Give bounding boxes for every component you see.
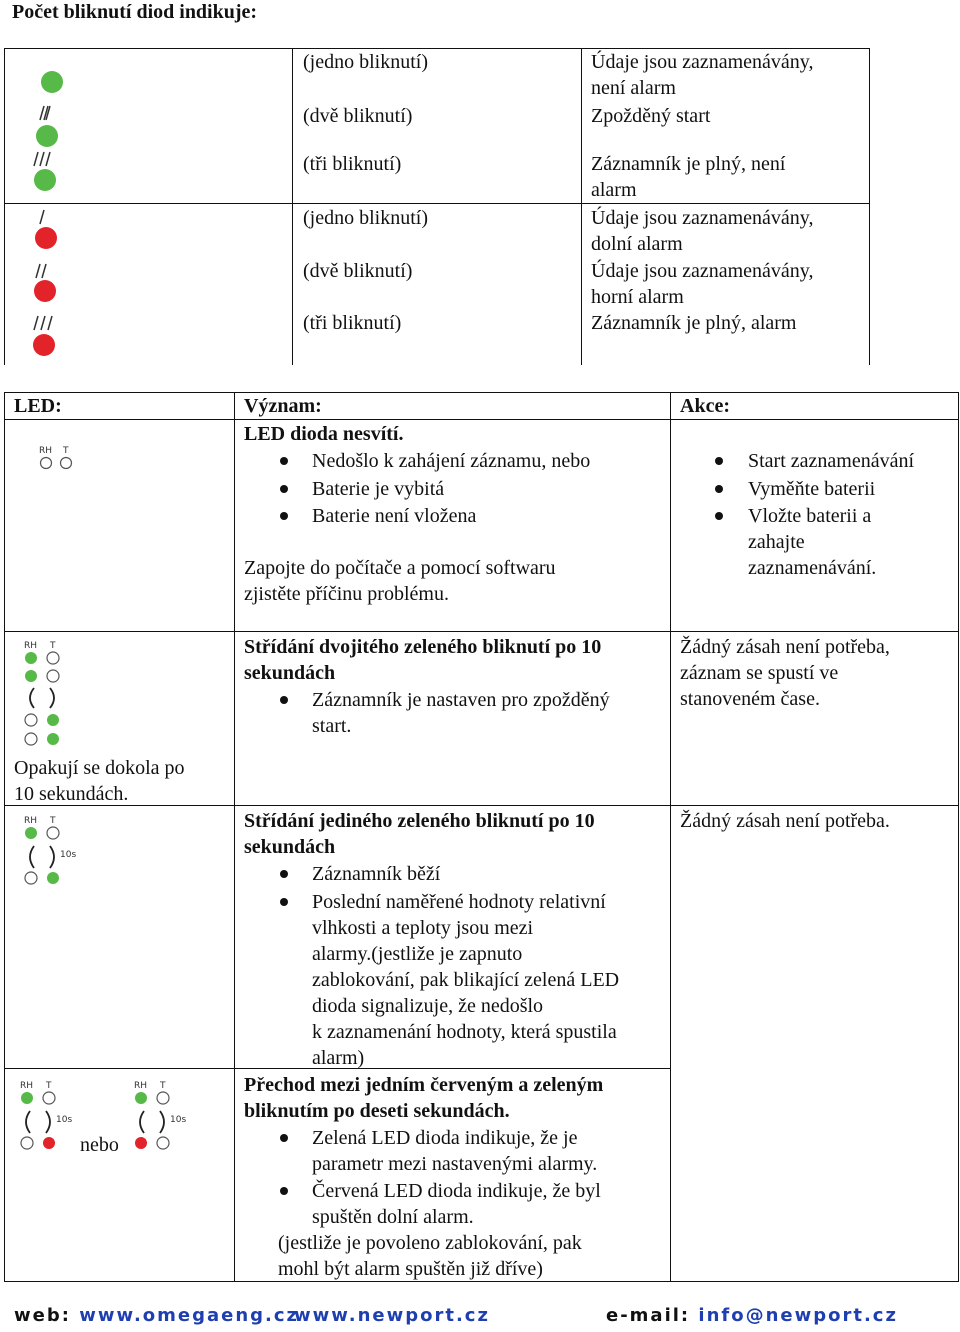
row4-bullet: parametr mezi nastavenými alarmy. [312,1153,598,1175]
row4-note: mohl být alarm spuštěn již dříve) [278,1258,543,1280]
rh-label: RH [20,1081,34,1091]
row2-heading: sekundách [244,662,336,684]
table-divider [581,48,582,365]
bullet [280,1134,288,1142]
row4-heading: bliknutím po deseti sekundách. [244,1100,510,1122]
row1-action: zahajte [748,531,805,553]
row2-heading: Střídání dvojitého zeleného bliknutí po 10 [244,636,602,658]
rh-label: RH [24,641,38,651]
leds-off-icon [34,443,84,473]
blink-meaning: alarm [591,179,637,201]
website-link[interactable]: www.omegaeng.cz [79,1305,300,1326]
rh-label: RH [134,1081,148,1091]
row1-action: Vložte baterii a [748,505,872,527]
ten-seconds-label: 10s [56,1115,73,1125]
red-led-one-blink-icon [35,210,57,249]
blink-count: (dvě bliknutí) [303,260,413,282]
or-label: nebo [80,1134,119,1156]
bullet [280,485,288,493]
blink-meaning: dolní alarm [591,233,683,255]
bullet [280,1187,288,1195]
page-title: Počet bliknutí diod indikuje: [12,1,258,23]
row4-bullet: Červená LED dioda indikuje, že byl [312,1180,601,1202]
bullet [280,898,288,906]
header-meaning: Význam: [244,395,322,417]
red-led-three-blinks-icon [33,316,55,356]
row2-action: záznam se spustí ve [680,662,839,684]
blink-count: (tři bliknutí) [303,153,402,175]
table-border [4,392,959,393]
row1-bullet: Baterie není vložena [312,505,477,527]
row1-heading: LED dioda nesvítí. [244,423,404,445]
row1-bullet: Baterie je vybitá [312,478,445,500]
bullet [280,870,288,878]
bullet [715,485,723,493]
green-led-one-blink-icon [41,71,63,120]
table-divider [292,48,293,365]
single-green-blink-icon [20,813,84,889]
row3-bullet: alarmy.(jestliže je zapnuto [312,943,523,965]
row3-bullet: alarm) [312,1047,365,1069]
t-label: T [160,1081,166,1091]
row1-bullet: Nedošlo k zahájení záznamu, nebo [312,450,591,472]
blink-meaning: Zpožděný start [591,105,711,127]
red-green-blink-icon [130,1078,196,1154]
row2-bullet: Záznamník je nastaven pro zpožděný [312,689,610,711]
row2-action: stanoveném čase. [680,688,820,710]
ten-seconds-label: 10s [60,850,77,860]
table-border [958,392,959,1282]
row1-note: Zapojte do počítače a pomocí softwaru [244,557,556,579]
table-divider [4,419,959,420]
table-border [869,48,870,365]
blink-meaning: horní alarm [591,286,684,308]
double-green-blink-icon [20,638,70,750]
footer-email [606,1305,898,1326]
row3-heading: sekundách [244,836,336,858]
repeat-note: Opakují se dokola po [14,757,185,779]
row2-action: Žádný zásah není potřeba, [680,636,890,658]
blink-meaning: Záznamník je plný, alarm [591,312,797,334]
footer-web2 [294,1305,490,1326]
green-led-three-blinks-icon [34,152,56,191]
blink-meaning: Údaje jsou zaznamenávány, [591,207,814,229]
t-label: T [63,446,69,456]
row2-bullet: start. [312,715,352,737]
row4-bullet: Zelená LED dioda indikuje, že je [312,1127,578,1149]
row3-bullet: dioda signalizuje, že nedošlo [312,995,544,1017]
bullet [280,512,288,520]
blink-meaning: Údaje jsou zaznamenávány, [591,260,814,282]
blink-icons [20,50,80,360]
email-label: e-mail: [606,1305,691,1326]
table-divider [4,203,870,204]
row1-action: Vyměňte baterii [748,478,876,500]
table-border [4,48,5,365]
header-action: Akce: [680,395,730,417]
row1-action: zaznamenávání. [748,557,877,579]
bullet [715,457,723,465]
row1-action: Start zaznamenávání [748,450,915,472]
t-label: T [50,641,56,651]
row3-bullet: k zaznamenání hodnoty, která spustila [312,1021,617,1043]
repeat-note: 10 sekundách. [14,783,129,805]
bullet [715,512,723,520]
blink-count: (jedno bliknutí) [303,207,428,229]
table-divider [4,805,959,806]
table-border [4,392,5,1282]
blink-count: (tři bliknutí) [303,312,402,334]
row3-bullet: zablokování, pak blikající zelená LED [312,969,620,991]
row3-heading: Střídání jediného zeleného bliknutí po 10 [244,810,595,832]
row3-action: Žádný zásah není potřeba. [680,810,890,832]
red-led-two-blinks-icon [34,264,56,302]
row4-note: (jestliže je povoleno zablokování, pak [278,1232,582,1254]
header-led: LED: [14,395,62,417]
rh-label: RH [39,446,53,456]
row4-heading: Přechod mezi jedním červeným a zeleným [244,1074,604,1096]
row4-bullet: spuštěn dolní alarm. [312,1206,474,1228]
t-label: T [50,816,56,826]
blink-meaning: není alarm [591,77,676,99]
website-link[interactable]: www.newport.cz [294,1305,490,1326]
row3-bullet: vlhkosti a teploty jsou mezi [312,917,534,939]
blink-count: (jedno bliknutí) [303,51,428,73]
bullet [280,457,288,465]
ten-seconds-label: 10s [170,1115,187,1125]
blink-meaning: Údaje jsou zaznamenávány, [591,51,814,73]
blink-count: (dvě bliknutí) [303,105,413,127]
footer-web [14,1305,299,1326]
t-label: T [46,1081,52,1091]
email-link[interactable]: info@newport.cz [698,1305,898,1326]
table-divider [234,392,235,1282]
row3-bullet: Poslední naměřené hodnoty relativní [312,891,606,913]
green-red-blink-icon [16,1078,82,1154]
row3-bullet: Záznamník běží [312,863,441,885]
blink-meaning: Záznamník je plný, není [591,153,786,175]
bullet [280,696,288,704]
web-label: web: [14,1305,71,1326]
row1-note: zjistěte příčinu problému. [244,583,449,605]
table-divider [670,392,671,1282]
table-divider [4,631,959,632]
rh-label: RH [24,816,38,826]
